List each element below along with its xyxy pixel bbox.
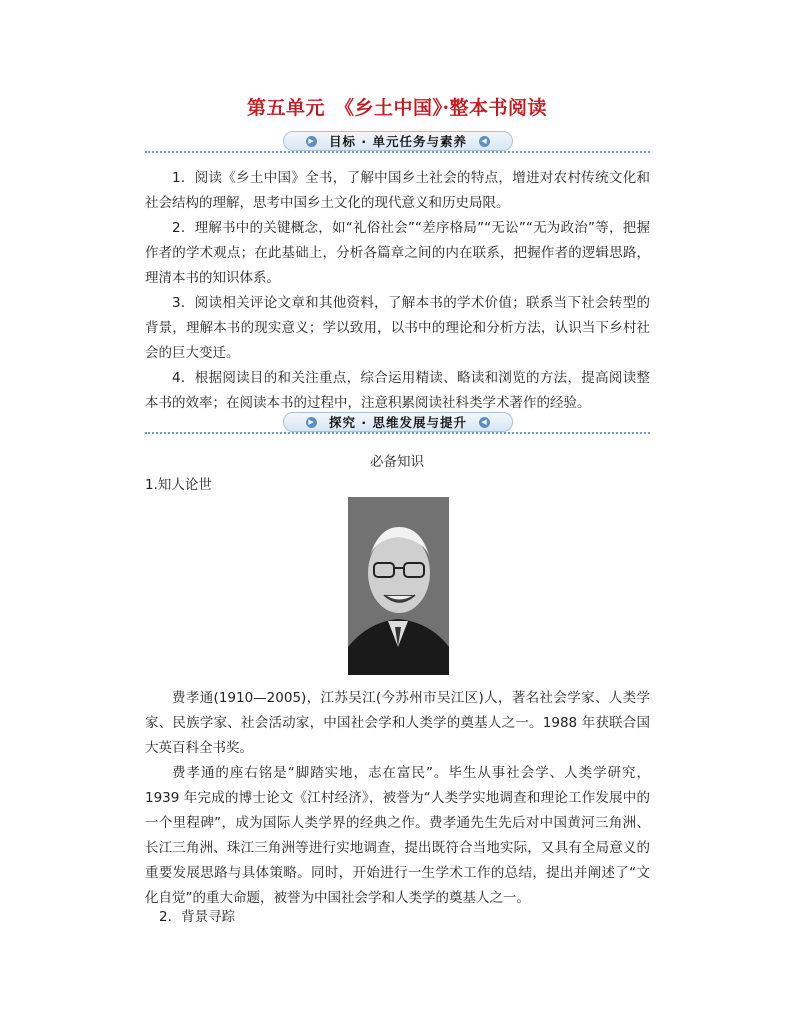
section-heading: 必备知识 (370, 454, 424, 470)
arrow-left-icon: ◀ (479, 417, 490, 428)
arrow-right-icon: ▶ (306, 136, 317, 147)
bio-paragraph: 费孝通(1910—2005)，江苏吴江(今苏州市吴江区)人，著名社会学家、人类学家、民族学家、社会活动家，中国社会学和人类学的奠基人之一。1988 年获联合国大英百科全书奖。 (145, 690, 650, 756)
arrow-left-icon: ◀ (479, 136, 490, 147)
dotted-divider (145, 151, 650, 153)
goal-item: 2．理解书中的关键概念，如“礼俗社会”“差序格局”“无讼”“无为政治”等，把握作者的学术观点；在此基础上，分析各篇章之间的内在联系，把握作者的逻辑思路，理清本书的知识体系。 (145, 220, 650, 286)
banner-label: 目标 · 单元任务与素养 (329, 134, 467, 149)
bio-text (145, 686, 650, 911)
arrow-right-icon: ▶ (306, 417, 317, 428)
goal-item: 1．阅读《乡土中国》全书，了解中国乡土社会的特点，增进对农村传统文化和社会结构的理解，思考中国乡土文化的现代意义和历史局限。 (145, 170, 650, 211)
section-banner-explore (145, 412, 650, 436)
bio-paragraph: 费孝通的座右铭是“脚踏实地，志在富民”。毕生从事社会学、人类学研究，1939 年完成的博士论文《江村经济》，被誉为“人类学实地调查和理论工作发展中的一个里程碑”，成为国际人类学界的经典之作。费孝通先生先后对中国黄河三角洲、长江三角洲、珠江三角洲等进行实地调查，提出既符合当地实际，又具有全局意义的重要发展思路与具体策略。同时，开始进行一生学术工作的总结，提出并阐述了“文化自觉”的重大命题，被誉为中国社会学和人类学的奠基人之一。 (145, 765, 650, 906)
page-title: 第五单元 《乡土中国》·整本书阅读 (246, 97, 548, 119)
goal-item: 3．阅读相关评论文章和其他资料，了解本书的学术价值；联系当下社会转型的背景，理解本书的现实意义；学以致用，以书中的理论和分析方法，认识当下乡村社会的巨大变迁。 (145, 295, 650, 361)
dotted-divider (145, 432, 650, 434)
portrait-photo (348, 497, 449, 675)
section-banner-goals (145, 131, 650, 155)
banner-label: 探究 · 思维发展与提升 (329, 415, 467, 430)
goal-item: 4．根据阅读目的和关注重点，综合运用精读、略读和浏览的方法，提高阅读整本书的效率；在阅读本书的过程中，注意积累阅读社科类学术著作的经验。 (145, 370, 650, 411)
subsection-title: 1.知人论世 (145, 477, 212, 493)
subsection-title: 2．背景寻踪 (159, 909, 236, 925)
goals-list (145, 166, 650, 416)
